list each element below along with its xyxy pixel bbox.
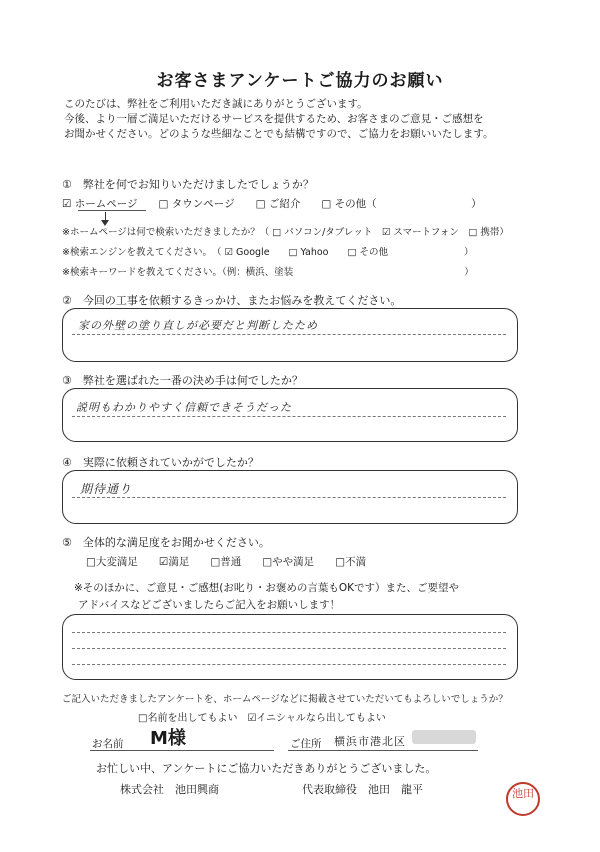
q5-options: □大変満足 ☑満足 □普通 □やや満足 □不満: [86, 556, 367, 568]
q3-label: ③ 弊社を選ばれた一番の決め手は何でしたか？: [62, 374, 303, 387]
footer-representative: 代表取締役 池田 龍平: [302, 783, 423, 796]
footer-thanks: お忙しい中、アンケートにご協力いただきありがとうございました。: [96, 762, 437, 775]
q4-answer: 期待通り: [80, 482, 133, 496]
q2-label: ② 今回の工事を依頼するきっかけ、またお悩みを教えてください。: [62, 294, 402, 307]
q5-comment-box: [62, 614, 518, 680]
name-underline: [90, 750, 274, 751]
q4-dashed-line: [72, 497, 506, 498]
q5-note-1: ※そのほかに、ご意見・ご感想(お叱り・お褒めの言葉もOKです）また、ご要望や: [74, 582, 460, 594]
q5-label: ⑤ 全体的な満足度をお聞かせください。: [62, 536, 270, 549]
q2-dashed-line: [72, 334, 506, 335]
q4-label: ④ 実際に依頼されていかがでしたか？: [62, 456, 259, 469]
name-value: M様: [150, 728, 186, 749]
intro-line-3: お聞かせください。どのような些細なことでも結構ですので、ご協力をお願いいたします。: [64, 128, 494, 140]
q1-homepage-underline: [78, 210, 146, 211]
q1-label: ① 弊社を何でお知りいただけましたでしょうか？: [62, 178, 314, 191]
q2-answer: 家の外壁の塗り直しが必要だと判断したため: [78, 319, 318, 332]
q3-dashed-line: [72, 416, 506, 417]
page-title: お客さまアンケートご協力のお願い: [156, 71, 444, 91]
name-label: お名前: [92, 738, 124, 750]
q1-hp-search: ※ホームページは何で検索いただきましたか？（ □ パソコン/タブレット ☑ スマートフォン □ 携帯）: [62, 227, 509, 238]
redacted-address: [412, 730, 476, 744]
footer-company: 株式会社 池田興商: [120, 783, 219, 796]
address-underline: [288, 750, 478, 751]
intro-line-2: 今後、より一層ご満足いただけるサービスを提供するため、お客さまのご意見・ご感想を: [64, 113, 484, 125]
q3-answer: 説明もわかりやすく信頼できそうだった: [76, 401, 292, 414]
q3-answer-box: [62, 388, 518, 442]
consent-question: ご記入いただきましたアンケートを、ホームページなどに掲載させていただいてもよろしいでしょうか？: [62, 694, 508, 705]
q5-dashed-line-2: [72, 648, 506, 649]
q5-dashed-line-1: [72, 632, 506, 633]
q1-options: ☑ ホームページ □ タウンページ □ ご紹介 □ その他（ ）: [62, 198, 482, 210]
address-label: ご住所: [290, 738, 322, 750]
seal-stamp: 池田: [506, 782, 540, 816]
q5-note-2: アドバイスなどございましたらご記入をお願いします！: [78, 599, 341, 611]
q1-search-engine: ※検索エンジンを教えてください。 （ ☑ Google □ Yahoo □ その他 ）: [62, 247, 474, 258]
q5-dashed-line-3: [72, 664, 506, 665]
q1-search-keyword: ※検索キーワードを教えてください。（例：横浜、塗装 ）: [62, 267, 474, 278]
address-value: 横浜市港北区: [334, 735, 406, 748]
consent-options: □名前を出してもよい ☑イニシャルなら出してもよい: [138, 713, 386, 724]
intro-line-1: このたびは、弊社をご利用いただき誠にありがとうございます。: [64, 98, 368, 110]
